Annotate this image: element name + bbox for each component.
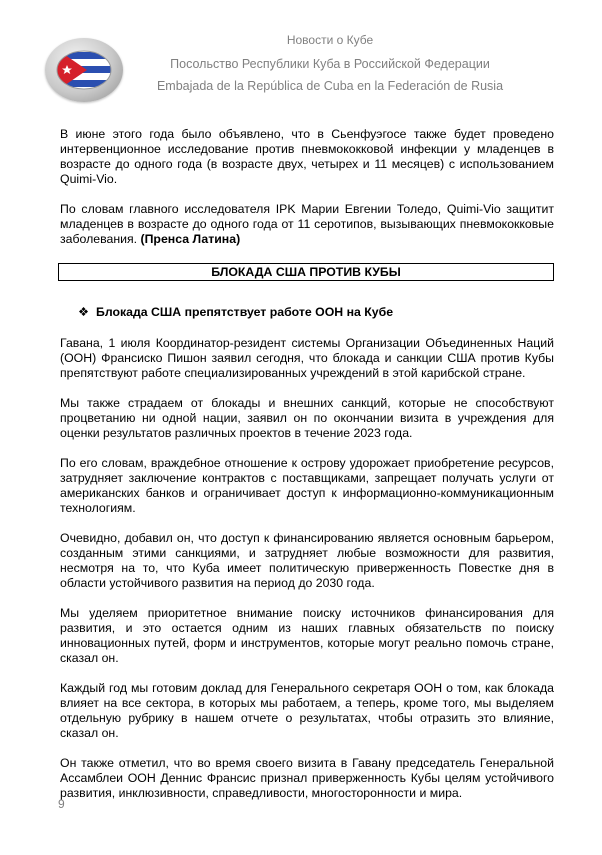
article-body [60,336,554,801]
page-number: 9 [58,797,65,811]
paragraph: В июне этого года было объявлено, что в Сьенфуэгосе также будет проведено интервенционное исследование против пневмококковой инфекции у младенцев в возрасте до одного года (в возрасте двух, четырех и 11 месяцев) с использованием Quimi-Vio. [60,127,554,186]
paragraph [60,202,554,247]
paragraph: Мы уделяем приоритетное внимание поиску источников финансирования для развития, и это остается одним из наших главных обязательств по поиску инновационных путей, форм и инструментов, которые могут реально помочь стране, сказал он. [60,606,554,665]
paragraph-text: По словам главного исследователя IPK Марии Евгении Толедо, Quimi-Vio защитит младенцев в возрасте до одного года от 11 серотипов, вызывающих пневмококковые заболевания. [60,202,554,246]
top-article [60,127,554,247]
diamond-bullet-icon: ❖ [78,305,90,319]
article-heading [78,305,393,319]
paragraph: Он также отметил, что во время своего визита в Гавану председатель Генеральной Ассамблеи ООН Деннис Франсис признал приверженность Кубы целям устойчивого развития, инклюзивности, справедливости, многосторонности и мира. [60,756,554,800]
paragraph: Очевидно, добавил он, что доступ к финансированию является основным барьером, созданным этими санкциями, и затрудняет любые возможности для развития, несмотря на то, что Куба имеет политическую приверженность Повестке дня в области устойчивого развития на период до 2030 года. [60,531,554,590]
header-embassy-ru: Посольство Республики Куба в Российской Федерации [170,57,490,71]
source-label: (Пренса Латина) [140,232,241,246]
header-embassy-es: Embajada de la República de Cuba en la Federación de Rusia [156,79,504,93]
paragraph: Гавана, 1 июля Координатор-резидент системы Организации Объединенных Наций (ООН) Франсиско Пишон заявил сегодня, что блокада и санкции США против Кубы препятствуют работе специализированных учреждений в этой карибской стране. [60,336,554,380]
paragraph: Мы также страдаем от блокады и внешних санкций, которые не способствуют процветанию ни одной нации, заявил он по окончании визита в учреждения для оценки результатов различных проектов в течение 2023 года. [60,396,554,440]
cuba-flag-logo [45,38,123,102]
header-title: Новости о Кубе [286,33,374,47]
article-heading-text: Блокада США препятствует работе ООН на Кубе [96,305,394,319]
section-title: БЛОКАДА США ПРОТИВ КУБЫ [58,263,554,281]
paragraph: Каждый год мы готовим доклад для Генерального секретаря ООН о том, как блокада влияет на все сектора, в которых мы работаем, а теперь, кроме того, мы выделяем отдельную рубрику в нашем отчете о результатах, чтобы отразить это влияние, сказал он. [60,681,554,740]
paragraph: По его словам, враждебное отношение к острову удорожает приобретение ресурсов, затрудняет заключение контрактов с поставщиками, запрещает получать услуги от американских банков и ограничивает доступ к информационно-коммуникационным технологиям. [60,456,554,515]
page-header [0,0,602,120]
